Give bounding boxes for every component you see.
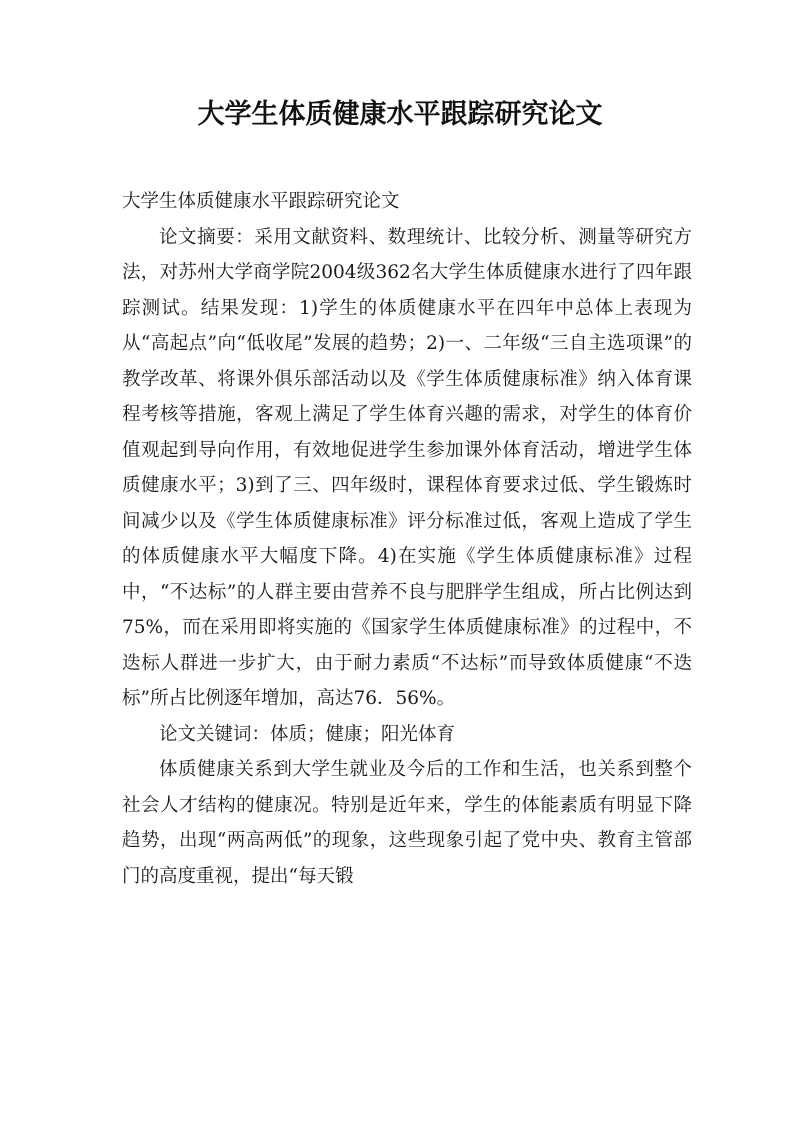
document-body	[122, 184, 692, 894]
document-title: 大学生体质健康水平跟踪研究论文	[197, 99, 603, 130]
document-subtitle: 大学生体质健康水平跟踪研究论文	[122, 191, 400, 212]
abstract-paragraph: 论文摘要：采用文献资料、数理统计、比较分析、测量等研究方法，对苏州大学商学院2004级362名大学生体质健康水进行了四年跟踪测试。结果发现：1)学生的体质健康水平在四年中总体上表现为从“高起点”向“低收尾”发展的趋势；2)一、二年级“三自主选项课”的教学改革、将课外俱乐部活动以及《学生体质健康标准》纳入体育课程考核等措施，客观上满足了学生体育兴趣的需求，对学生的体育价值观起到导向作用，有效地促进学生参加课外体育活动，增进学生体质健康水平；3)到了三、四年级时，课程体育要求过低、学生锻炼时间减少以及《学生体质健康标准》评分标准过低，客观上造成了学生的体质健康水平大幅度下降。4)在实施《学生体质健康标准》过程中，“不达标”的人群主要由营养不良与肥胖学生组成，所占比例达到75%，而在采用即将实施的《国家学生体质健康标准》的过程中，不迭标人群进一步扩大，由于耐力素质“不达标”而导致体质健康“不迭标”所占比例逐年增加，高达76．56%。	[122, 226, 692, 709]
keywords-paragraph: 论文关键词：体质；健康；阳光体育	[159, 723, 456, 745]
body-paragraph: 体质健康关系到大学生就业及今后的工作和生活，也关系到整个社会人才结构的健康况。特别是近年来，学生的体能素质有明显下降趋势，出现“两高两低”的现象，这些现象引起了党中央、教育主管部门的高度重视，提出“每天锻	[122, 759, 692, 887]
